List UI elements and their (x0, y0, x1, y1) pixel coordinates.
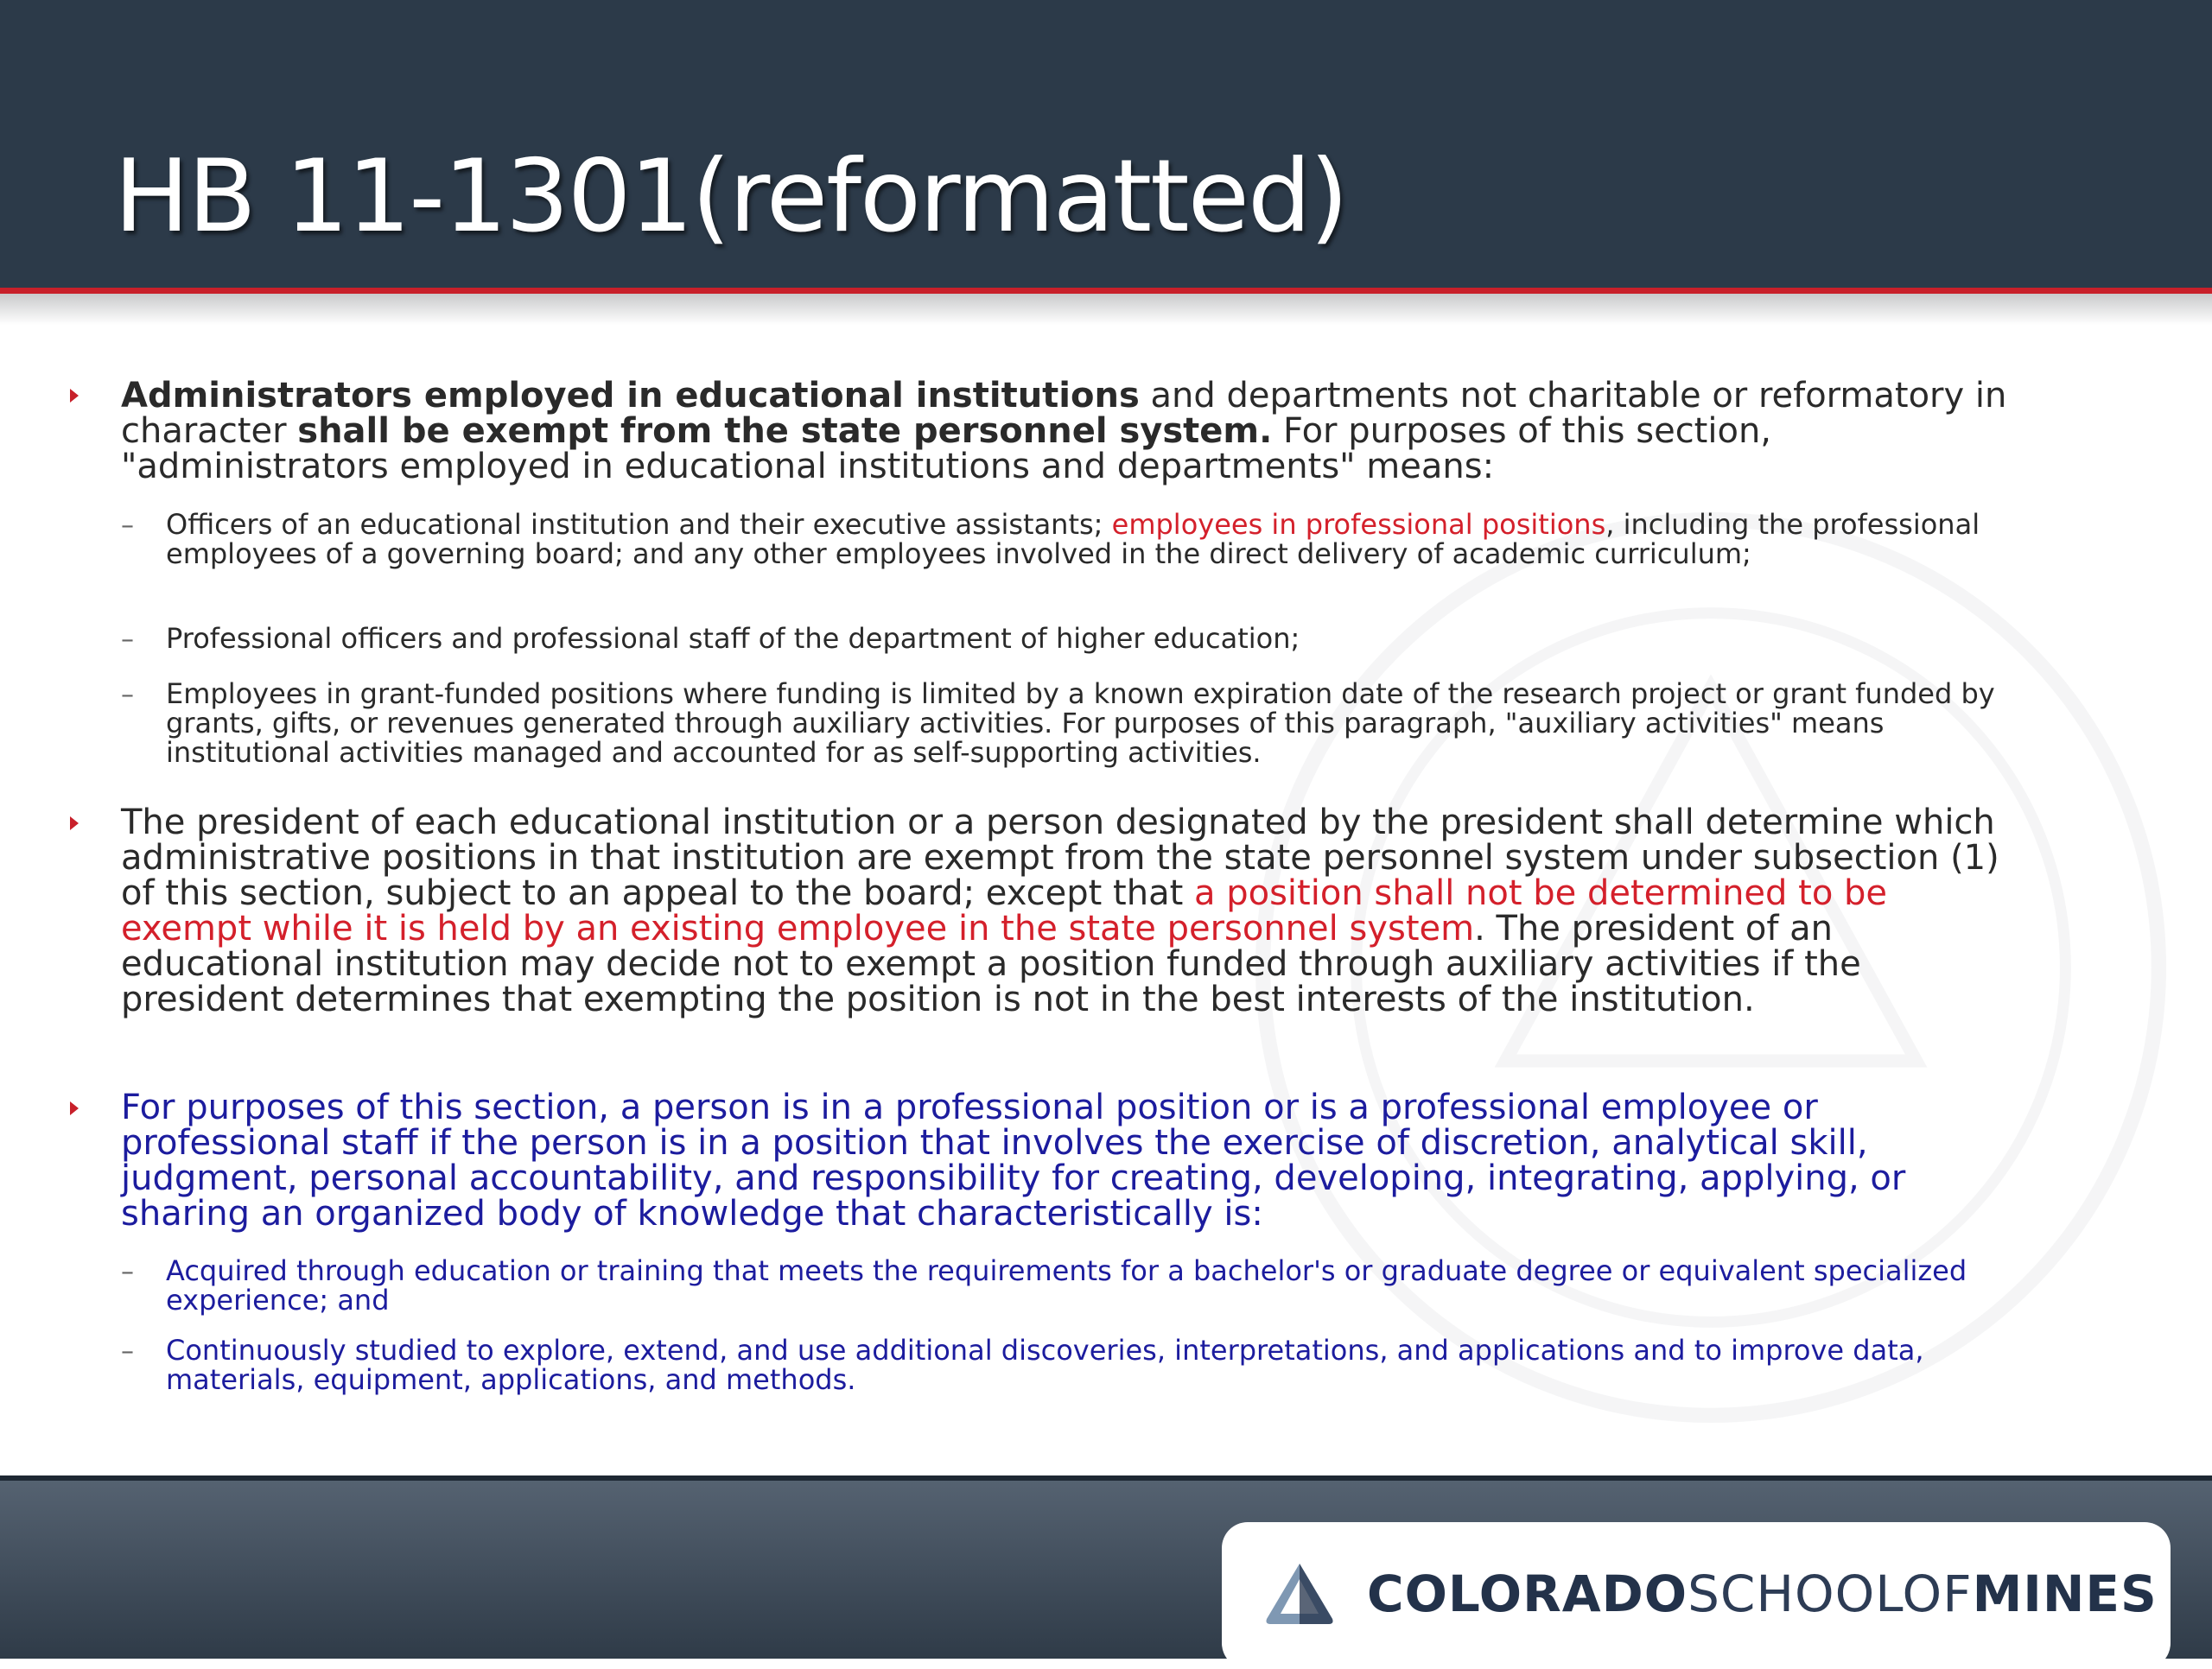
logo-word-mines: MINES (1972, 1564, 2158, 1623)
sub-item-professional-officers: Professional officers and professional staff of the department of higher education; (166, 622, 1300, 655)
triangle-bullet-icon (67, 1099, 81, 1118)
paragraph-professional-definition: For purposes of this section, a person is in a professional position or is a professional employee or professional staff if the person is in a position that involves the exercise of discretion, analytical skill, judgment, personal accountability, and responsibility for creating, developing, integrating, applying, or sharing an organized body of knowledge that characteristically is: (121, 1088, 1906, 1234)
slide-title: HB 11-1301(reformatted) (114, 138, 1347, 255)
header-shadow (0, 294, 2212, 325)
paragraph-highlight: a position shall not be determined to be exempt while it is held by an existing employee in the state personnel system (121, 873, 1888, 949)
paragraph-text: . The president of an educational institution may decide not to exempt a position funded through auxiliary activities if the president determines that exempting the position is not in the best interests of the institution. (121, 909, 1861, 1019)
dash-marker: – (121, 680, 134, 710)
paragraph-text: The president of each educational institution or a person designated by the president shall determine which administrative positions in that institution are exempt from the state personnel system under subsection (1) of this section, subject to an appeal to the board; except that (121, 803, 1999, 913)
header-accent-line (0, 288, 2212, 294)
paragraph-text-bold: Administrators employed in educational institutions (121, 376, 1140, 416)
sub-item-grant-funded: Employees in grant-funded positions where funding is limited by a known expiration date of the research project or grant funded by grants, gifts, or revenues generated through auxiliary activities. For purposes of this paragraph, "auxiliary activities" means institutional activities managed and accounted for as self-supporting activities. (166, 677, 1995, 769)
dash-marker: – (121, 1257, 134, 1287)
triangle-bullet-icon (67, 814, 81, 833)
sub-item-officers (166, 510, 2024, 568)
sub-item-continuously: Continuously studied to explore, extend, and use additional discoveries, interpretations, and applications and to improve data, materials, equipment, applications, and methods. (166, 1334, 1924, 1396)
paragraph-text: and departments not charitable or reformatory in character (121, 376, 2007, 451)
sub-item-text: Officers of an educational institution and their executive assistants; (166, 508, 1112, 541)
mines-logo-mark-icon (1260, 1557, 1339, 1636)
sub-item-acquired: Acquired through education or training that meets the requirements for a bachelor's or graduate degree or equivalent specialized experience; and (166, 1254, 1967, 1317)
school-logo (1222, 1522, 2171, 1669)
sub-item-text: , including the professional employees of a governing board; and any other employees involved in the direct delivery of academic curriculum; (166, 508, 1980, 570)
logo-word-schoolof: SCHOOLOF (1688, 1564, 1973, 1623)
dash-marker: – (121, 1336, 134, 1367)
paragraph-president (121, 805, 2022, 1018)
sub-item-highlight: employees in professional positions (1111, 508, 1606, 541)
paragraph-administrators (121, 378, 2022, 485)
dash-marker: – (121, 511, 134, 541)
logo-word-colorado: COLORADO (1367, 1564, 1688, 1623)
slide-header (0, 0, 2212, 288)
logo-wordmark (1367, 1564, 2158, 1623)
triangle-bullet-icon (67, 386, 81, 405)
dash-marker: – (121, 625, 134, 655)
paragraph-text: For purposes of this section, "administrators employed in educational institutions and departments" means: (121, 411, 1772, 486)
paragraph-text-bold: shall be exempt from the state personnel system. (297, 411, 1273, 451)
